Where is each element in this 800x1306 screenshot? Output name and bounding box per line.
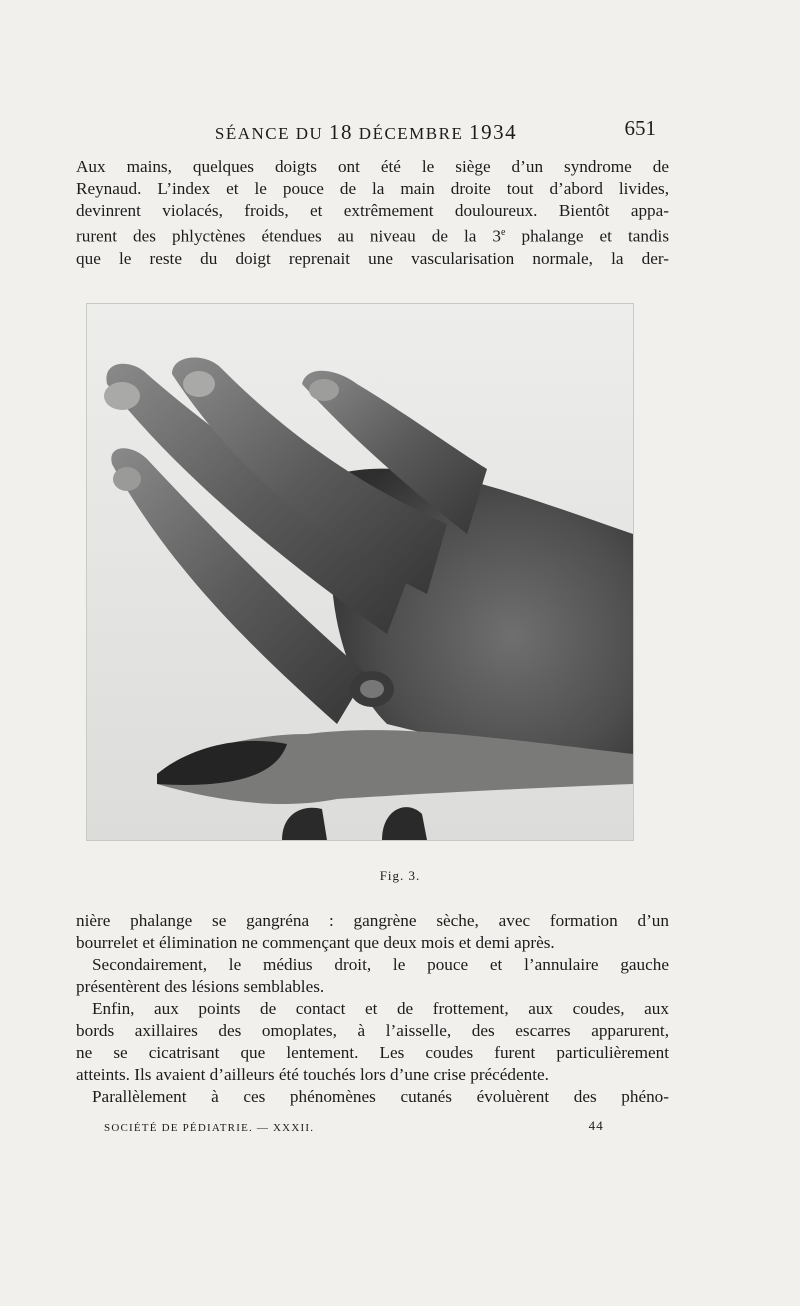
text-line: Aux mains, quelques doigts ont été le siège d’un syndrome de bbox=[76, 157, 669, 176]
text-line: Enfin, aux points de contact et de frottement, aux coudes, aux bbox=[92, 999, 669, 1018]
hand-photograph bbox=[86, 303, 634, 841]
running-head bbox=[76, 116, 656, 144]
text-span: phalange et tandis bbox=[505, 226, 670, 246]
signature-number: 44 bbox=[588, 1118, 604, 1133]
header-prefix: SÉANCE DU bbox=[214, 124, 324, 143]
page-number: 651 bbox=[624, 116, 656, 140]
text-line bbox=[76, 222, 669, 248]
text-line: devinrent violacés, froids, et extrêmement douloureux. Bientôt appa- bbox=[76, 201, 669, 220]
text-line: bourrelet et élimination ne commençant que deux mois et demi après. bbox=[76, 933, 555, 952]
text-line: que le reste du doigt reprenait une vascularisation normale, la der- bbox=[76, 248, 669, 268]
figure-caption: Fig. 3. bbox=[379, 868, 421, 883]
journal-signature: SOCIÉTÉ DE PÉDIATRIE. — XXXII. bbox=[104, 1122, 315, 1134]
text-line: présentèrent des lésions semblables. bbox=[76, 977, 325, 996]
paragraph-1 bbox=[76, 156, 669, 270]
header-year: 1934 bbox=[469, 120, 518, 144]
header-title bbox=[76, 120, 656, 145]
page-footer bbox=[104, 1118, 604, 1134]
text-span: rurent des phlyctènes étendues au niveau de la 3 bbox=[76, 226, 501, 246]
superscript: e bbox=[501, 227, 506, 238]
header-day: 18 bbox=[329, 120, 354, 144]
text-line: Reynaud. L’index et le pouce de la main droite tout d’abord livides, bbox=[76, 179, 669, 198]
hand-photo-illustration bbox=[87, 304, 633, 840]
text-line: atteints. Ils avaient d’ailleurs été touchés lors d’une crise précédente. bbox=[76, 1065, 549, 1084]
header-month: DÉCEMBRE bbox=[358, 124, 464, 143]
text-line: Secondairement, le médius droit, le pouce et l’annulaire gauche bbox=[92, 955, 669, 974]
text-line: nière phalange se gangréna : gangrène sèche, avec formation d’un bbox=[76, 911, 669, 930]
paragraph-2 bbox=[76, 910, 669, 1108]
text-line: Parallèlement à ces phénomènes cutanés évoluèrent des phéno- bbox=[92, 1087, 669, 1106]
text-line: ne se cicatrisant que lentement. Les coudes furent particulièrement bbox=[76, 1043, 669, 1062]
text-line: bords axillaires des omoplates, à l’aisselle, des escarres apparurent, bbox=[76, 1021, 669, 1040]
